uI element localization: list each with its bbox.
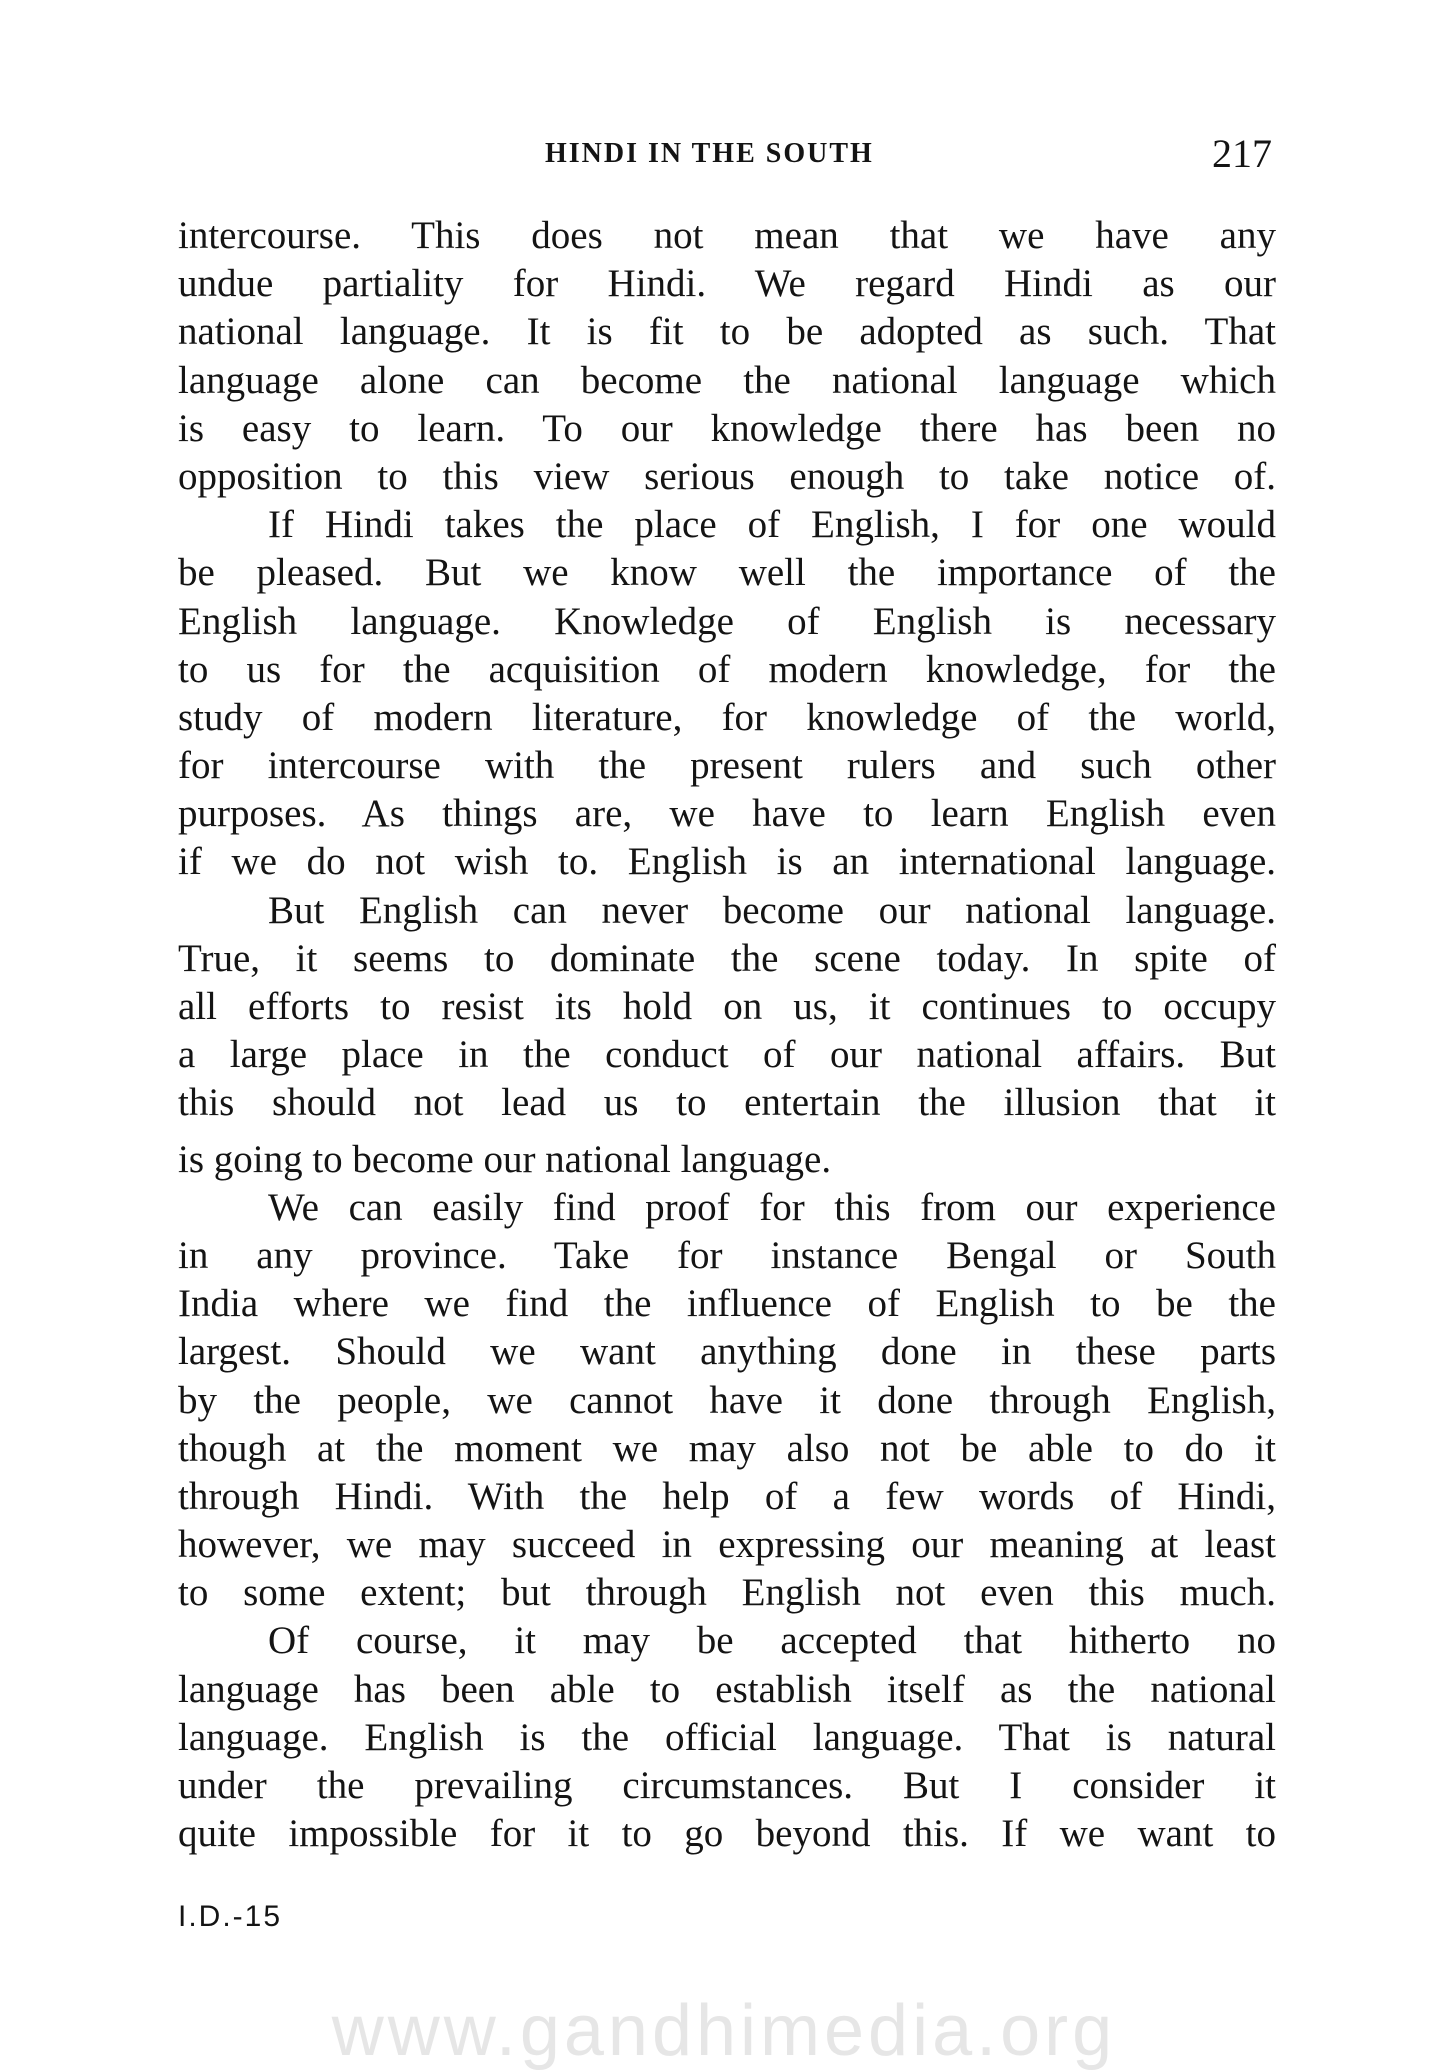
paragraph-start-line: We can easily find proof for this from our experience [268,1185,1276,1229]
text-line: largest. Should we want anything done in these parts [178,1330,1276,1374]
paragraph-start-line: But English can never become our national language. [268,888,1276,932]
page-number: 217 [1212,131,1272,176]
text-line: language. English is the official language. That is natural [178,1715,1276,1759]
text-line: English language. Knowledge of English is necessary [178,599,1276,643]
text-line: by the people, we cannot have it done through English, [178,1378,1276,1422]
text-line: opposition to this view serious enough to take notice of. [178,454,1276,498]
text-line: language alone can become the national language which [178,358,1276,402]
text-line: intercourse. This does not mean that we have any [178,214,1276,257]
watermark: www.gandhimedia.org [331,1991,1117,2071]
text-line: is easy to learn. To our knowledge there has been no [178,406,1276,450]
text-line: study of modern literature, for knowledge of the world, [178,695,1276,739]
text-line: to us for the acquisition of modern knowledge, for the [178,647,1276,691]
running-head: HINDI IN THE SOUTH [545,138,874,169]
text-line: however, we may succeed in expressing our meaning at least [178,1523,1276,1567]
body-text [178,212,1276,1858]
text-line: this should not lead us to entertain the illusion that it [178,1081,1276,1125]
text-line: for intercourse with the present rulers and such other [178,744,1276,788]
text-line: is going to become our national language. [178,1137,832,1181]
paragraph-start-line: Of course, it may be accepted that hitherto no [268,1619,1276,1663]
text-line: quite impossible for it to go beyond this. If we want to [178,1812,1276,1856]
text-line: India where we find the influence of English to be the [178,1282,1276,1326]
text-line: to some extent; but through English not even this much. [178,1571,1276,1615]
text-line: through Hindi. With the help of a few words of Hindi, [178,1474,1276,1518]
text-line: all efforts to resist its hold on us, it continues to occupy [178,985,1276,1028]
text-line: undue partiality for Hindi. We regard Hindi as our [178,262,1276,306]
text-line: though at the moment we may also not be able to do it [178,1426,1276,1470]
paragraph-start-line: If Hindi takes the place of English, I for one would [268,503,1276,547]
text-line: be pleased. But we know well the importance of the [178,551,1276,595]
text-line: True, it seems to dominate the scene today. In spite of [178,936,1276,980]
signature-mark: I.D.-15 [178,1900,283,1933]
text-line: national language. It is fit to be adopted as such. That [178,310,1276,354]
text-line: language has been able to establish itself as the national [178,1667,1276,1711]
text-line: in any province. Take for instance Bengal or South [178,1233,1276,1277]
text-line: under the prevailing circumstances. But I consider it [178,1764,1276,1807]
text-line: if we do not wish to. English is an international language. [178,840,1276,884]
text-line: a large place in the conduct of our national affairs. But [178,1033,1276,1077]
text-line: purposes. As things are, we have to learn English even [178,792,1276,836]
